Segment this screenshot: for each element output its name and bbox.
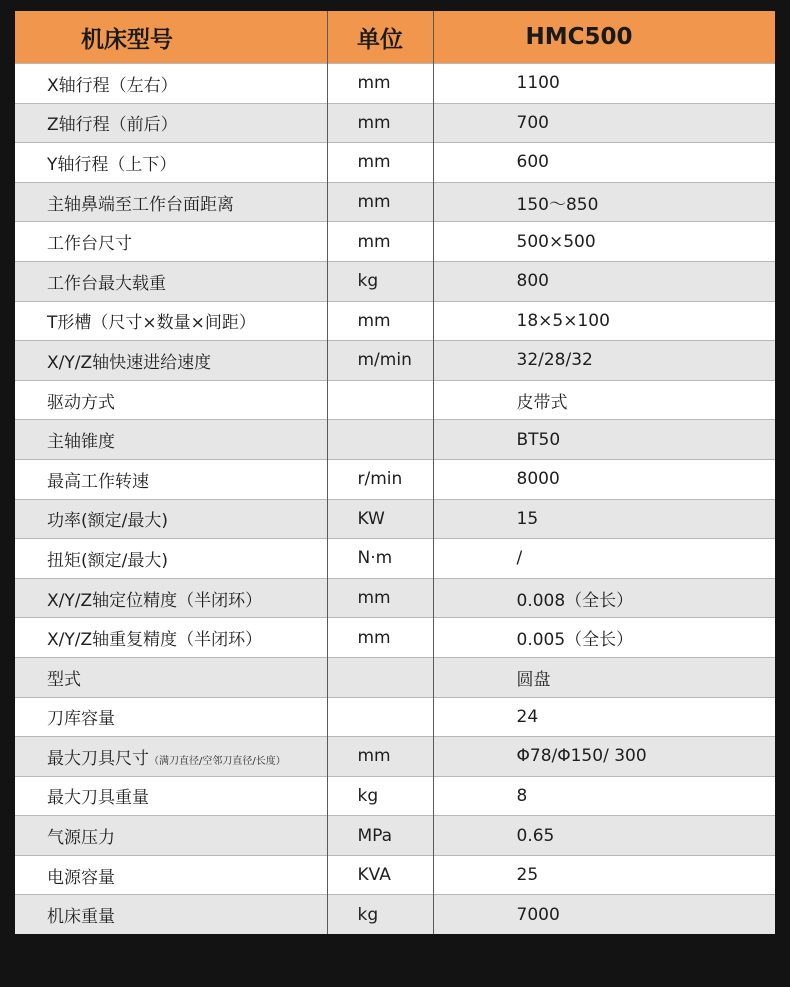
param-label: X/Y/Z轴定位精度（半闭环） [47,590,263,611]
table-row [15,895,775,934]
unit-cell [327,420,433,460]
param-cell [15,737,327,777]
header-unit: 单位 [327,11,433,64]
table-row [15,341,775,381]
param-label: 最大刀具尺寸 [47,748,149,769]
unit-cell: kg [327,895,433,934]
param-cell [15,222,327,262]
table-row [15,539,775,579]
param-label: 型式 [47,669,81,690]
unit-cell: m/min [327,341,433,381]
value-cell: 皮带式 [433,380,775,420]
value-cell: 24 [433,697,775,737]
value-cell: 1100 [433,64,775,104]
table-row [15,499,775,539]
value-cell: 32/28/32 [433,341,775,381]
param-label: 气源压力 [47,828,115,849]
value-cell: 7000 [433,895,775,934]
param-cell [15,895,327,934]
unit-cell: MPa [327,816,433,856]
table-body [15,64,775,935]
header-model: HMC500 [433,11,775,64]
header-row [15,11,775,64]
param-cell [15,261,327,301]
table-row [15,618,775,658]
unit-cell [327,380,433,420]
table-row [15,697,775,737]
value-cell: 600 [433,143,775,183]
table-row [15,143,775,183]
table-row [15,578,775,618]
unit-cell: mm [327,301,433,341]
param-label: 驱动方式 [47,392,115,413]
value-cell: 8000 [433,459,775,499]
param-label: 工作台尺寸 [47,234,132,255]
value-cell: 0.008（全长） [433,578,775,618]
param-cell [15,341,327,381]
table-row [15,737,775,777]
unit-cell: KW [327,499,433,539]
value-cell: 150～850 [433,182,775,222]
param-cell [15,539,327,579]
unit-cell: mm [327,182,433,222]
param-cell [15,459,327,499]
unit-cell [327,657,433,697]
table-header [15,11,775,64]
value-cell: 圆盘 [433,657,775,697]
unit-cell: mm [327,64,433,104]
value-cell: Φ78/Φ150/ 300 [433,737,775,777]
param-label: 最高工作转速 [47,471,149,492]
param-label: 主轴锥度 [47,432,115,453]
param-label: Z轴行程（前后） [47,115,178,136]
param-cell [15,499,327,539]
param-cell [15,64,327,104]
param-label: 主轴鼻端至工作台面距离 [47,194,234,215]
param-cell [15,697,327,737]
unit-cell: r/min [327,459,433,499]
value-cell: 800 [433,261,775,301]
param-cell [15,380,327,420]
unit-cell: kg [327,261,433,301]
param-cell [15,855,327,895]
param-label: T形槽（尺寸×数量×间距） [47,313,256,334]
param-cell [15,143,327,183]
param-cell [15,182,327,222]
param-cell [15,301,327,341]
param-label: X轴行程（左右） [47,75,178,96]
unit-cell [327,697,433,737]
unit-cell: mm [327,737,433,777]
param-label: 刀库容量 [47,709,115,730]
table-row [15,261,775,301]
param-cell [15,776,327,816]
param-label: 功率(额定/最大) [47,511,168,532]
spec-table [15,11,775,934]
value-cell: 500×500 [433,222,775,262]
param-label: X/Y/Z轴重复精度（半闭环） [47,630,263,651]
value-cell: 0.005（全长） [433,618,775,658]
param-label: X/Y/Z轴快速进给速度 [47,352,212,373]
unit-cell: kg [327,776,433,816]
table-row [15,182,775,222]
value-cell: / [433,539,775,579]
spec-sheet [15,11,775,934]
value-cell: 700 [433,103,775,143]
param-label: Y轴行程（上下） [47,154,177,175]
param-label: 工作台最大载重 [47,273,166,294]
table-row [15,103,775,143]
value-cell: 8 [433,776,775,816]
table-row [15,301,775,341]
param-label: 最大刀具重量 [47,788,149,809]
table-row [15,776,775,816]
table-row [15,64,775,104]
param-cell [15,816,327,856]
table-row [15,816,775,856]
param-label: 机床重量 [47,907,115,928]
unit-cell: mm [327,143,433,183]
param-cell [15,618,327,658]
value-cell: 18×5×100 [433,301,775,341]
param-cell [15,420,327,460]
param-note: （满刀直径/空邻刀直径/长度） [149,755,286,767]
table-row [15,222,775,262]
unit-cell: mm [327,222,433,262]
unit-cell: mm [327,618,433,658]
header-param: 机床型号 [15,11,327,64]
table-row [15,459,775,499]
param-label: 扭矩(额定/最大) [47,550,168,571]
table-row [15,420,775,460]
unit-cell: KVA [327,855,433,895]
param-cell [15,103,327,143]
param-cell [15,657,327,697]
value-cell: 0.65 [433,816,775,856]
param-label: 电源容量 [47,867,115,888]
table-row [15,657,775,697]
value-cell: 15 [433,499,775,539]
table-row [15,855,775,895]
unit-cell: mm [327,578,433,618]
value-cell: BT50 [433,420,775,460]
unit-cell: mm [327,103,433,143]
value-cell: 25 [433,855,775,895]
table-row [15,380,775,420]
param-cell [15,578,327,618]
unit-cell: N·m [327,539,433,579]
